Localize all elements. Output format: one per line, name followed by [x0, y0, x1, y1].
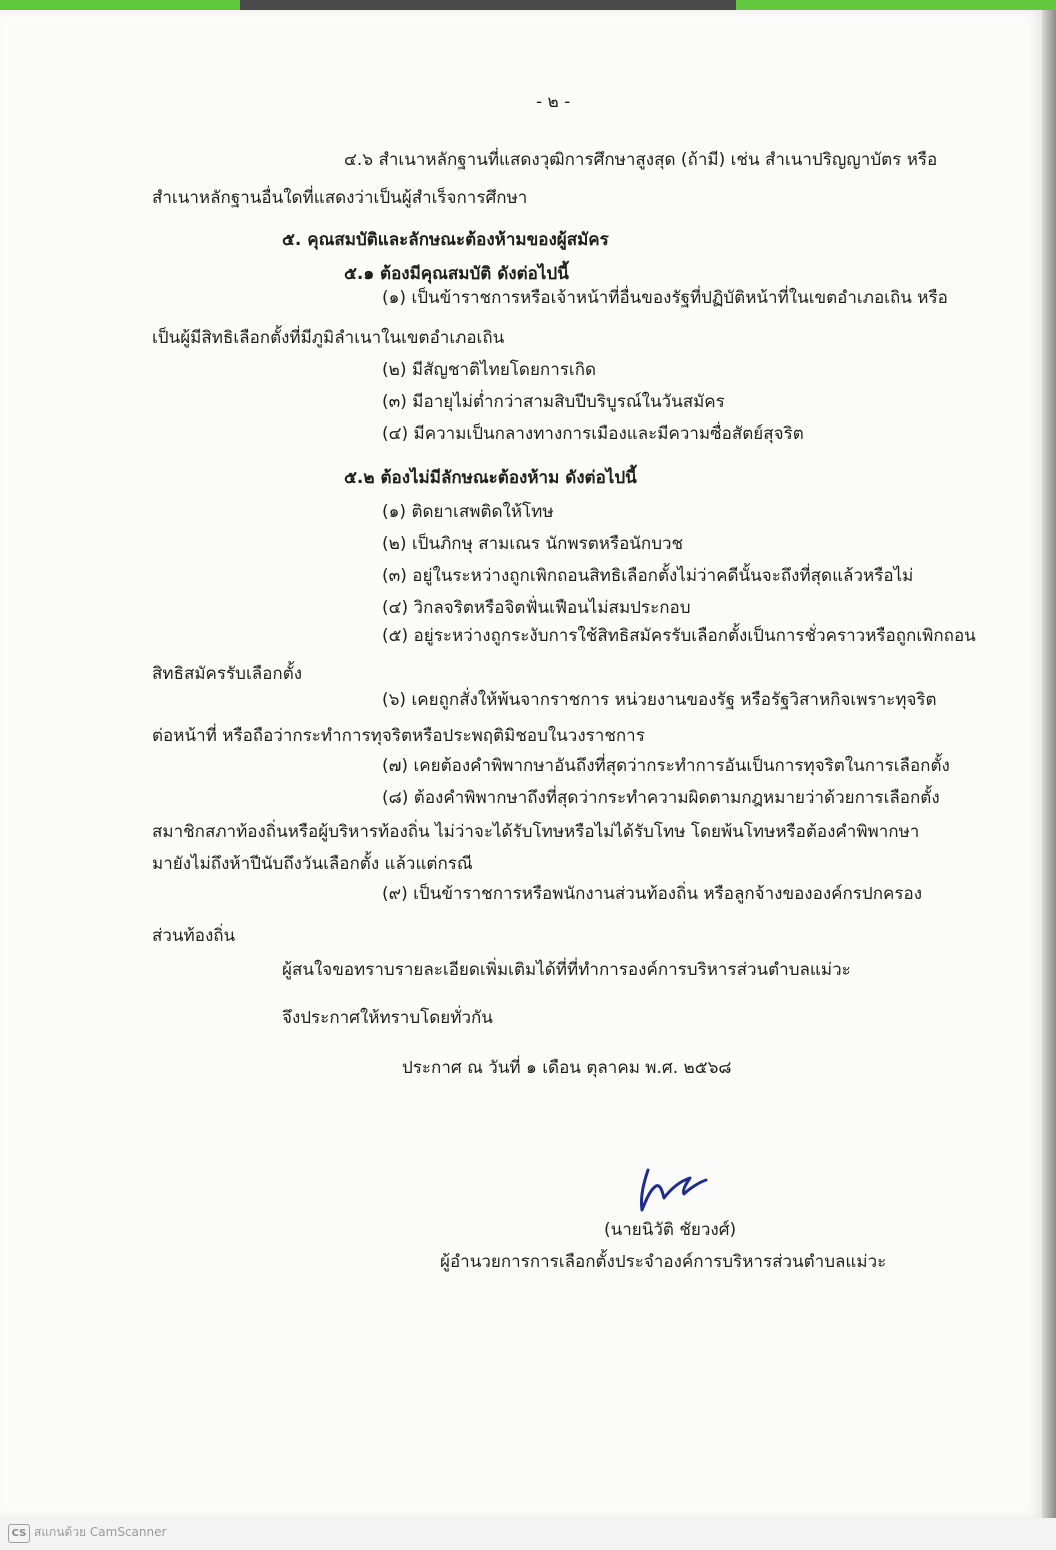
- s5-2-item-8-line-3: มายังไม่ถึงห้าปีนับถึงวันเลือกตั้ง แล้วแต่กรณี: [152, 854, 473, 874]
- s5-2-item-9-line-1: (๙) เป็นข้าราชการหรือพนักงานส่วนท้องถิ่น หรือลูกจ้างขององค์กรปกครอง: [382, 884, 923, 904]
- dark-background-edge: [240, 0, 740, 10]
- section-5-2-heading: ๕.๒ ต้องไม่มีลักษณะต้องห้าม ดังต่อไปนี้: [344, 468, 637, 488]
- contact-note: ผู้สนใจขอทราบรายละเอียดเพิ่มเติมได้ที่ที่ทำการองค์การบริหารส่วนตำบลแม่วะ: [282, 960, 851, 980]
- item-4-6-line-2: สำเนาหลักฐานอื่นใดที่แสดงว่าเป็นผู้สำเร็จการศึกษา: [152, 188, 528, 208]
- s5-2-item-6-line-2: ต่อหน้าที่ หรือถือว่ากระทำการทุจริตหรือประพฤติมิชอบในวงราชการ: [152, 726, 645, 746]
- paper-edge-shadow: [1042, 10, 1056, 1518]
- s5-2-item-7: (๗) เคยต้องคำพิพากษาอันถึงที่สุดว่ากระทำการอันเป็นการทุจริตในการเลือกตั้ง: [382, 756, 950, 776]
- announce-note: จึงประกาศให้ทราบโดยทั่วกัน: [282, 1008, 493, 1028]
- announce-date: ประกาศ ณ วันที่ ๑ เดือน ตุลาคม พ.ศ. ๒๕๖๘: [402, 1058, 732, 1078]
- s5-2-item-8-line-2: สมาชิกสภาท้องถิ่นหรือผู้บริหารท้องถิ่น ไม่ว่าจะได้รับโทษหรือไม่ได้รับโทษ โดยพ้นโทษหรือต้องคำพิพากษา: [152, 822, 920, 842]
- s5-2-item-1: (๑) ติดยาเสพติดให้โทษ: [382, 502, 554, 522]
- section-5-heading: ๕. คุณสมบัติและลักษณะต้องห้ามของผู้สมัคร: [282, 230, 609, 250]
- camscanner-watermark: สแกนด้วย CamScanner: [34, 1525, 167, 1539]
- s5-2-item-6-line-1: (๖) เคยถูกสั่งให้พ้นจากราชการ หน่วยงานของรัฐ หรือรัฐวิสาหกิจเพราะทุจริต: [382, 690, 937, 710]
- page-number: - ๒ -: [536, 92, 571, 112]
- signer-name: (นายนิวัติ ชัยวงศ์): [604, 1220, 737, 1240]
- s5-2-item-4: (๔) วิกลจริตหรือจิตฟั่นเฟือนไม่สมประกอบ: [382, 598, 691, 618]
- s5-1-item-2: (๒) มีสัญชาติไทยโดยการเกิด: [382, 360, 597, 380]
- camscanner-logo-icon: CS: [8, 1524, 30, 1543]
- s5-2-item-3: (๓) อยู่ในระหว่างถูกเพิกถอนสิทธิเลือกตั้งไม่ว่าคดีนั้นจะถึงที่สุดแล้วหรือไม่: [382, 566, 914, 586]
- section-5-1-heading: ๕.๑ ต้องมีคุณสมบัติ ดังต่อไปนี้: [344, 264, 569, 284]
- s5-1-item-1-line-1: (๑) เป็นข้าราชการหรือเจ้าหน้าที่อื่นของรัฐที่ปฏิบัติหน้าที่ในเขตอำเภอเถิน หรือ: [382, 288, 948, 308]
- s5-2-item-5-line-2: สิทธิสมัครรับเลือกตั้ง: [152, 664, 303, 684]
- signer-title: ผู้อำนวยการการเลือกตั้งประจำองค์การบริหารส่วนตำบลแม่วะ: [440, 1252, 887, 1272]
- item-4-6-line-1: ๔.๖ สำเนาหลักฐานที่แสดงวุฒิการศึกษาสูงสุด (ถ้ามี) เช่น สำเนาปริญญาบัตร หรือ: [344, 150, 938, 170]
- s5-2-item-8-line-1: (๘) ต้องคำพิพากษาถึงที่สุดว่ากระทำความผิดตามกฎหมายว่าด้วยการเลือกตั้ง: [382, 788, 940, 808]
- s5-2-item-9-line-2: ส่วนท้องถิ่น: [152, 926, 236, 946]
- handwritten-signature: [634, 1160, 714, 1220]
- s5-1-item-4: (๔) มีความเป็นกลางทางการเมืองและมีความซื่อสัตย์สุจริต: [382, 424, 804, 444]
- s5-1-item-1-line-2: เป็นผู้มีสิทธิเลือกตั้งที่มีภูมิลำเนาในเขตอำเภอเถิน: [152, 328, 505, 348]
- s5-2-item-2: (๒) เป็นภิกษุ สามเณร นักพรตหรือนักบวช: [382, 534, 684, 554]
- s5-1-item-3: (๓) มีอายุไม่ต่ำกว่าสามสิบปีบริบูรณ์ในวันสมัคร: [382, 392, 725, 412]
- s5-2-item-5-line-1: (๕) อยู่ระหว่างถูกระงับการใช้สิทธิสมัครรับเลือกตั้งเป็นการชั่วคราวหรือถูกเพิกถอน: [382, 626, 976, 646]
